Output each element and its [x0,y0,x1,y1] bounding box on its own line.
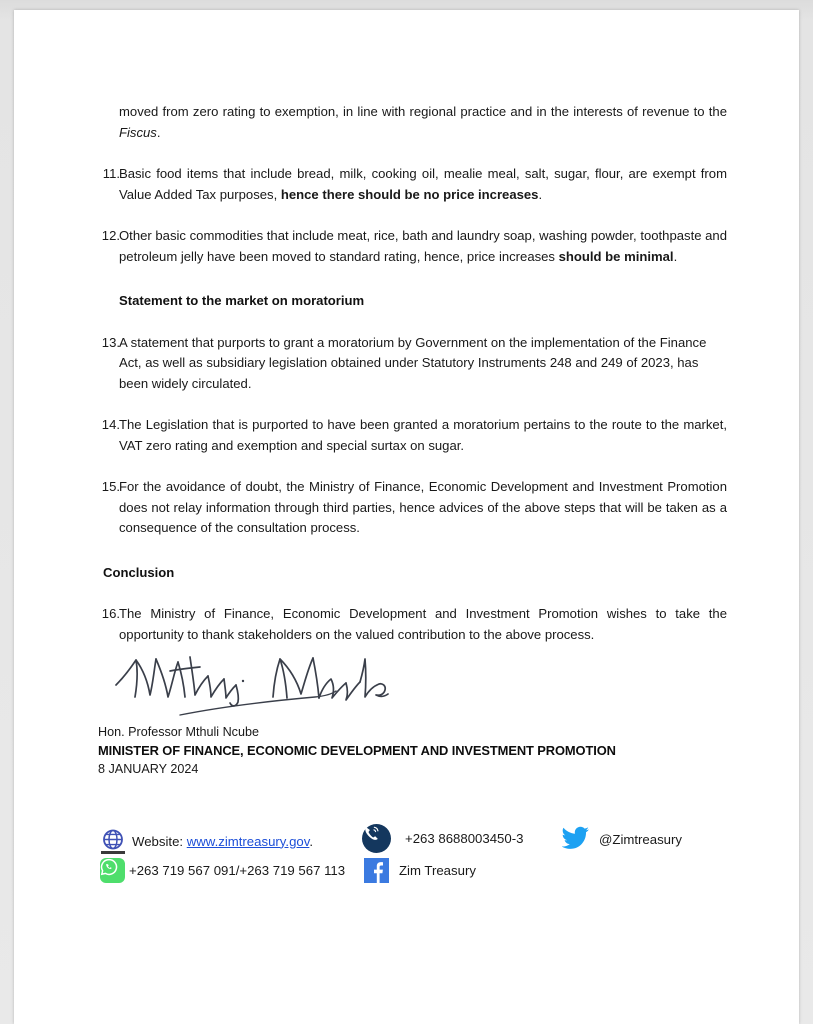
list-item-text-tail: . [673,248,678,264]
phone-icon [362,824,391,853]
twitter-icon [562,826,592,852]
list-item-text: A statement that purports to grant a moratorium by Government on the implementation of the Finance Act, as well as subsidiary legislation obtained under Statutory Instruments 248 and 249 of 2023, has been widely circulated. [119,334,707,391]
list-item-text: Basic food items that include bread, milk, cooking oil, mealie meal, salt, sugar, flour, are exempt from Value Added Tax purposes, [119,166,727,202]
fiscus-italic: Fiscus [119,124,157,140]
list-item [14,333,799,395]
list-item-text-tail: . [538,186,543,202]
continuation-text-before: moved from zero rating to exemption, in line with regional practice and in the interests of revenue to the [119,104,727,119]
list-item-bold: should be minimal [558,248,674,264]
list-item [14,415,799,456]
list-item-number: 14. [101,417,120,432]
list-item-number: 15. [101,479,120,494]
facebook-icon [364,858,389,883]
list-item-number: 16. [101,606,120,621]
website-trailing-dot: . [309,833,314,849]
phone-number: +263 8688003450-3 [405,831,524,846]
list-item-bold: hence there should be no price increases [280,186,539,202]
section-heading-conclusion: Conclusion [103,564,175,580]
signer-name: Hon. Professor Mthuli Ncube [98,725,259,739]
contact-facebook[interactable] [364,858,476,883]
list-item [14,604,799,645]
globe-icon [100,828,126,854]
list-item-number: 13. [101,334,120,350]
contact-whatsapp[interactable] [100,858,345,883]
document-body [14,10,799,779]
facebook-name: Zim Treasury [399,863,476,878]
list-item-text: For the avoidance of doubt, the Ministry of Finance, Economic Development and Investment Promotion does not relay information through third parties, hence advices of the above steps that will be taken as a consequence of the consultation process. [119,479,727,535]
whatsapp-icon [100,858,125,883]
list-item [14,477,799,539]
website-url-link[interactable]: www.zimtreasury.gov [186,833,310,849]
website-label [132,834,313,849]
signature-date: 8 JANUARY 2024 [98,762,199,776]
list-item-number: 11. [102,166,120,181]
document-page [14,10,799,1024]
signature-image [14,645,799,723]
contact-footer [14,810,799,910]
continuation-text-after: . [156,124,161,140]
contact-phone[interactable] [362,824,523,853]
list-item [14,164,799,205]
list-item-text: The Legislation that is purported to have been granted a moratorium pertains to the route to the market, VAT zero rating and exemption and special surtax on sugar. [119,417,727,453]
website-label-text: Website: [132,833,187,849]
twitter-handle: @Zimtreasury [599,831,682,847]
signer-title: MINISTER OF FINANCE, ECONOMIC DEVELOPMENT AND INVESTMENT PROMOTION [98,742,616,758]
list-item-text: The Ministry of Finance, Economic Development and Investment Promotion wishes to take the opportunity to thank stakeholders on the valued contribution to the above process. [119,606,727,642]
list-item-number: 12. [101,228,120,243]
section-heading-statement: Statement to the market on moratorium [119,293,365,308]
whatsapp-number: +263 719 567 091/+263 719 567 113 [129,863,346,878]
continuation-paragraph [14,102,799,143]
list-item [14,226,799,267]
list-item-text: Other basic commodities that include meat, rice, bath and laundry soap, washing powder, toothpaste and petroleum jelly have been moved to standard rating, hence, price increases [119,228,727,264]
contact-website[interactable] [100,828,313,854]
contact-twitter[interactable] [562,826,682,852]
